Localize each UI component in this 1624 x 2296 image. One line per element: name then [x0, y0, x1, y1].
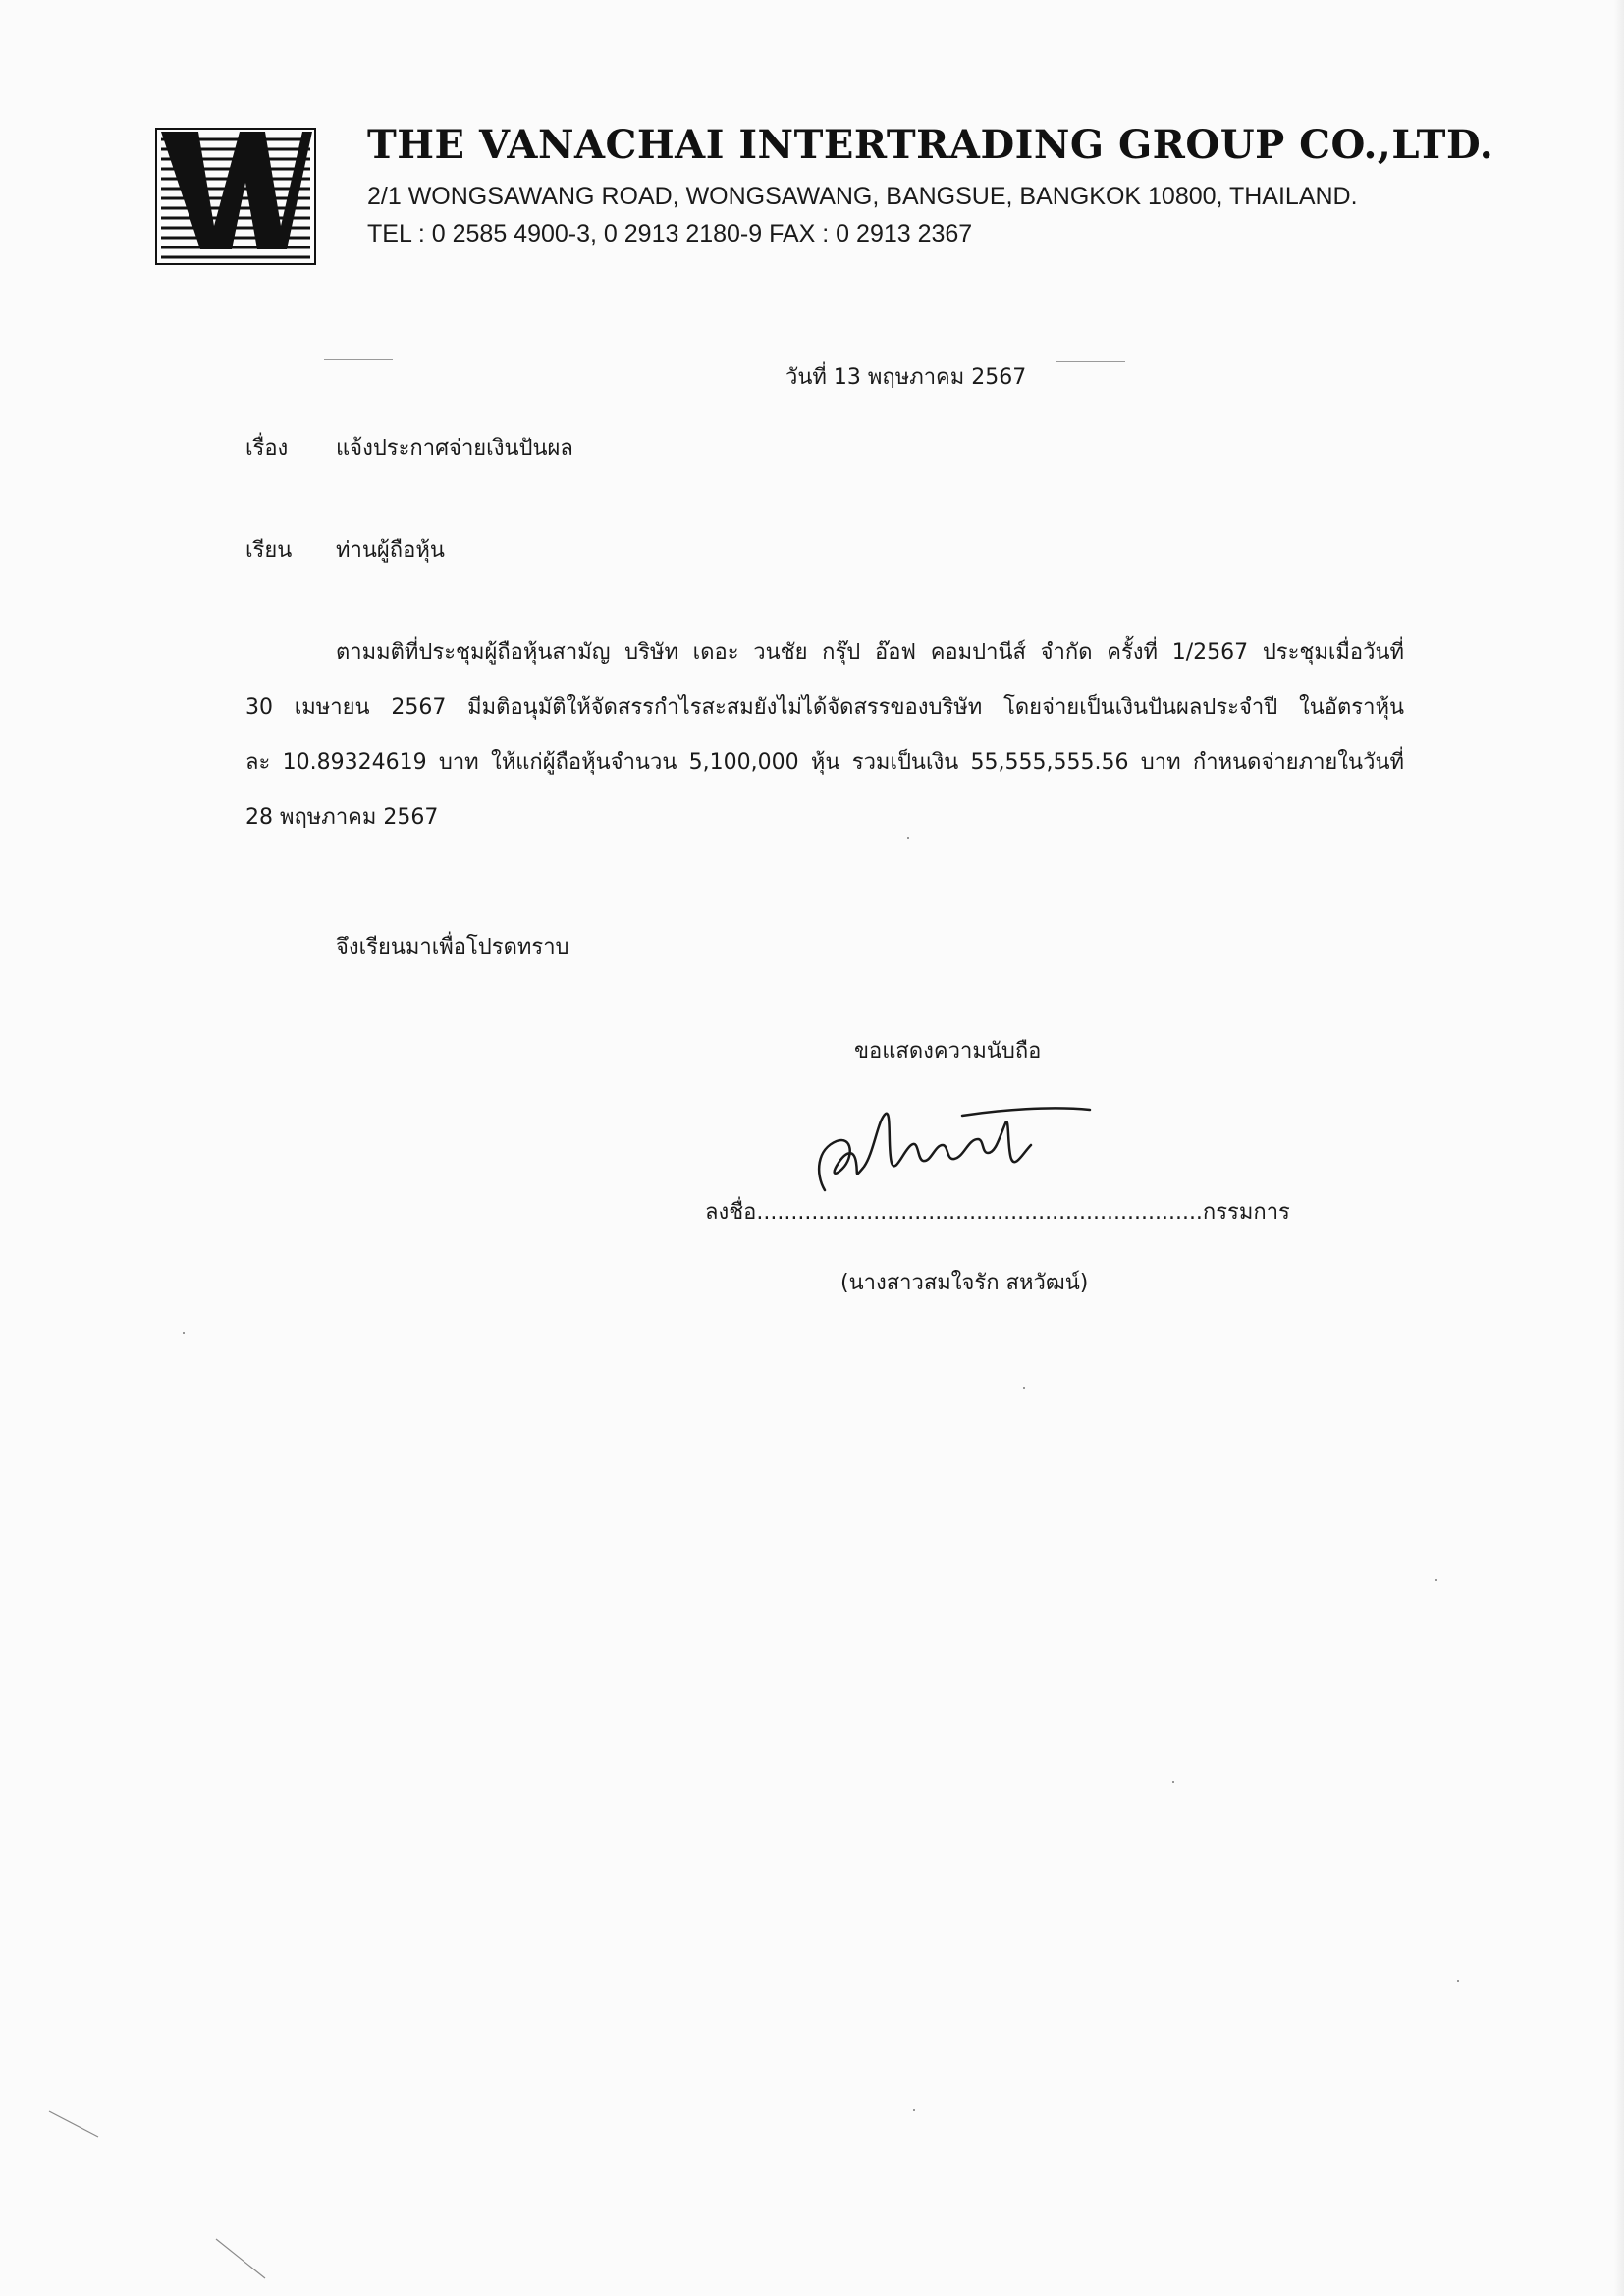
body-line: 28 พฤษภาคม 2567: [245, 805, 439, 830]
signature-line: ลงชื่อ.................................................................กรรมการ: [705, 1200, 1290, 1225]
body-line: ตามมติที่ประชุมผู้ถือหุ้นสามัญ บริษัท เดอะ วนชัย กรุ๊ป อ๊อฟ คอมปานีส์ จำกัด ครั้งที่ 1/2567 ประชุมเมื่อวันที่: [336, 640, 1404, 665]
divider: [324, 359, 393, 360]
recipient-text: ท่านผู้ถือหุ้น: [336, 538, 445, 563]
regards-text: ขอแสดงความนับถือ: [854, 1039, 1042, 1064]
company-contact: TEL : 0 2585 4900-3, 0 2913 2180-9 FAX : 0 2913 2367: [367, 220, 973, 247]
subject-text: แจ้งประกาศจ่ายเงินปันผล: [336, 436, 573, 461]
recipient-label: เรียน: [245, 538, 293, 563]
scan-speck: [183, 1332, 185, 1334]
subject-label: เรื่อง: [245, 436, 289, 461]
company-address: 2/1 WONGSAWANG ROAD, WONGSAWANG, BANGSUE, BANGKOK 10800, THAILAND.: [367, 183, 1358, 210]
body-line: 30 เมษายน 2567 มีมติอนุมัติให้จัดสรรกำไรสะสมยังไม่ได้จัดสรรของบริษัท โดยจ่ายเป็นเงินปันผลประจำปี ในอัตราหุ้น: [245, 695, 1404, 720]
vanachai-w-logo-icon: [155, 128, 316, 265]
scan-streak: [39, 2092, 295, 2288]
closing-text: จึงเรียนมาเพื่อโปรดทราบ: [336, 935, 569, 959]
company-name: THE VANACHAI INTERTRADING GROUP CO.,LTD.: [367, 122, 1494, 168]
scan-speck: [913, 2109, 915, 2111]
body-line: ละ 10.89324619 บาท ให้แก่ผู้ถือหุ้นจำนวน 5,100,000 หุ้น รวมเป็นเงิน 55,555,555.56 บาท กำหนดจ่ายภายในวันที่: [245, 750, 1404, 775]
letter-date: วันที่ 13 พฤษภาคม 2567: [785, 365, 1027, 390]
scan-speck: [1172, 1781, 1174, 1783]
divider: [1056, 361, 1125, 362]
scan-speck: [907, 837, 909, 839]
page-edge: [1614, 0, 1624, 2296]
signer-name: (นางสาวสมใจรัก สหวัฒน์): [840, 1271, 1089, 1295]
scan-speck: [1023, 1387, 1025, 1389]
scan-speck: [1435, 1579, 1437, 1581]
handwritten-signature-icon: [795, 1080, 1100, 1198]
scan-speck: [1457, 1980, 1459, 1982]
